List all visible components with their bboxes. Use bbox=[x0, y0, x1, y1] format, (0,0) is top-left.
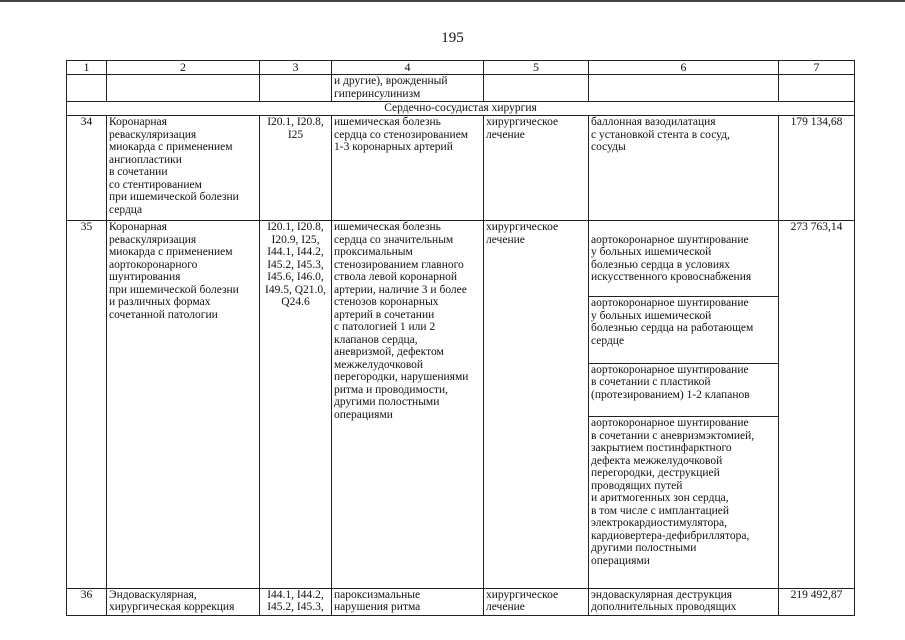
continuation-model-cell: и другие), врожденный гиперинсулинизм bbox=[332, 75, 484, 102]
treatment-method: аортокоронарное шунтирование у больных ишемической болезнью сердца в условиях искусственного кровоснабжения bbox=[591, 233, 752, 283]
header-col-3: 3 bbox=[260, 61, 332, 75]
medical-care-table bbox=[66, 60, 855, 616]
icd-codes-cell: I20.1, I20.8, I20.9, I25, I44.1, I44.2, I45.2, I45.3, I45.6, I46.0, I49.5, Q21.0, Q24.6 bbox=[260, 221, 332, 589]
care-name-cell: Эндоваскулярная, хирургическая коррекция bbox=[107, 588, 260, 615]
treatment-methods-cell bbox=[589, 221, 779, 589]
treatment-method: аортокоронарное шунтирование у больных ишемической болезнью сердца на работающем сердце bbox=[589, 296, 778, 350]
cell bbox=[589, 75, 779, 102]
header-col-1: 1 bbox=[67, 61, 107, 75]
cost-cell: 219 492,87 bbox=[779, 588, 855, 615]
patient-model-cell: пароксизмальные нарушения ритма bbox=[332, 588, 484, 615]
header-col-4: 4 bbox=[332, 61, 484, 75]
treatment-method: аортокоронарное шунтирование в сочетании с аневризмэктомией, закрытием постинфарктного дефекта межжелудочковой перегородки, деструкцией проводящих путей и аритмогенных зон сердца, в том числе с имплантацией электрокардиостимулятора, кардиовертера-дефибриллятора, другими полостными операциями bbox=[589, 416, 778, 575]
page-number: 195 bbox=[441, 30, 464, 46]
row-number: 35 bbox=[67, 221, 107, 589]
treatment-type-cell: хирургическое лечение bbox=[484, 588, 589, 615]
treatment-method: аортокоронарное шунтирование в сочетании с пластикой (протезированием) 1-2 клапанов bbox=[589, 363, 778, 404]
cell bbox=[67, 75, 107, 102]
table-row bbox=[67, 116, 855, 221]
section-row bbox=[67, 102, 855, 116]
cost-cell: 273 763,14 bbox=[779, 221, 855, 589]
icd-codes-cell: I20.1, I20.8, I25 bbox=[260, 116, 332, 221]
table-row bbox=[67, 221, 855, 589]
care-name-cell: Коронарная реваскуляризация миокарда с применением ангиопластики в сочетании со стентированием при ишемической болезни сердца bbox=[107, 116, 260, 221]
cost-cell: 179 134,68 bbox=[779, 116, 855, 221]
table-row bbox=[67, 588, 855, 615]
section-title: Сердечно-сосудистая хирургия bbox=[67, 102, 855, 116]
patient-model-cell: ишемическая болезнь сердца со значительным проксимальным стенозированием главного ствола левой коронарной артерии, наличие 3 и более стенозов коронарных артерий в сочетании с патологией 1 или 2 клапанов сердца, аневризмой, дефектом межжелудочковой перегородки, нарушениями ритма и проводимости, другими полостными операциями bbox=[332, 221, 484, 589]
cell bbox=[107, 75, 260, 102]
header-col-7: 7 bbox=[779, 61, 855, 75]
cell bbox=[484, 75, 589, 102]
row-number: 36 bbox=[67, 588, 107, 615]
icd-codes-cell: I44.1, I44.2, I45.2, I45.3, bbox=[260, 588, 332, 615]
cell bbox=[260, 75, 332, 102]
header-col-5: 5 bbox=[484, 61, 589, 75]
treatment-method-cell: баллонная вазодилатация с установкой стента в сосуд, сосуды bbox=[589, 116, 779, 221]
row-number: 34 bbox=[67, 116, 107, 221]
treatment-type-cell: хирургическое лечение bbox=[484, 116, 589, 221]
patient-model-cell: ишемическая болезнь сердца со стенозированием 1-3 коронарных артерий bbox=[332, 116, 484, 221]
treatment-type-cell: хирургическое лечение bbox=[484, 221, 589, 589]
treatment-method-cell: эндоваскулярная деструкция дополнительных проводящих bbox=[589, 588, 779, 615]
care-name-cell: Коронарная реваскуляризация миокарда с применением аортокоронарного шунтирования при ишемической болезни и различных формах сочетанной патологии bbox=[107, 221, 260, 589]
header-col-6: 6 bbox=[589, 61, 779, 75]
continuation-row bbox=[67, 75, 855, 102]
column-number-header bbox=[67, 61, 855, 75]
cell bbox=[779, 75, 855, 102]
top-rule bbox=[0, 0, 905, 2]
header-col-2: 2 bbox=[107, 61, 260, 75]
